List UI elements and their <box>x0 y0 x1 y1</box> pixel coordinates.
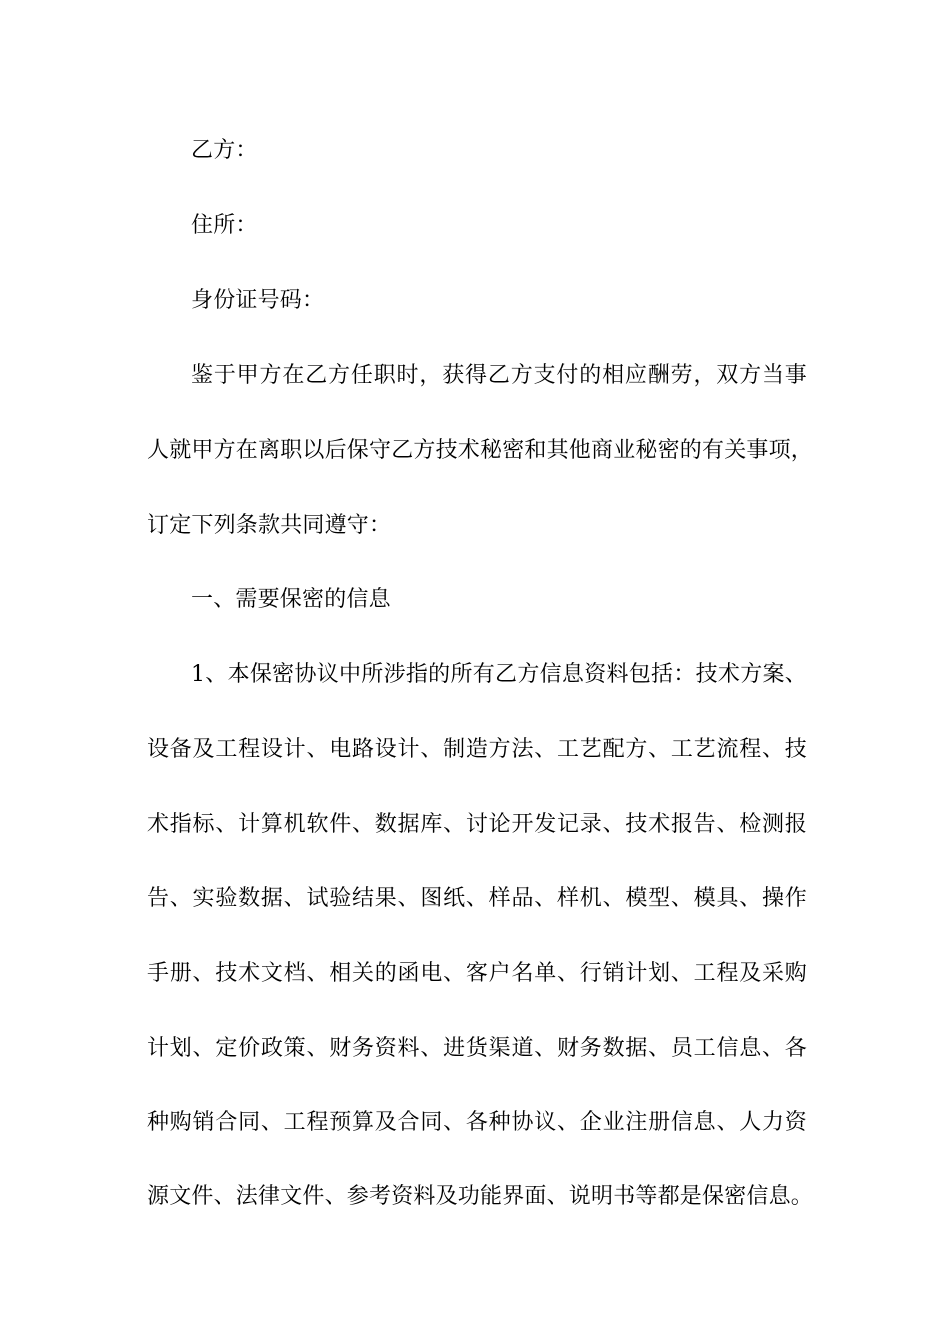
clause-line-5: 手册、技术文档、相关的函电、客户名单、行销计划、工程及采购 <box>147 961 807 986</box>
clause-line-3: 术指标、计算机软件、数据库、讨论开发记录、技术报告、检测报 <box>147 812 807 837</box>
preamble-line-3: 订定下列条款共同遵守： <box>147 513 392 538</box>
clause-line-1: 1、本保密协议中所涉指的所有乙方信息资料包括：技术方案、 <box>191 662 807 687</box>
section-heading: 一、需要保密的信息 <box>191 587 391 612</box>
address-label: 住所： <box>191 213 258 238</box>
clause-line-4: 告、实验数据、试验结果、图纸、样品、样机、模型、模具、操作 <box>147 886 807 911</box>
id-number-label: 身份证号码： <box>191 288 325 313</box>
clause-line-8: 源文件、法律文件、参考资料及功能界面、说明书等都是保密信息。 <box>147 1184 814 1209</box>
clause-line-7: 种购销合同、工程预算及合同、各种协议、企业注册信息、人力资 <box>147 1110 807 1135</box>
party-b-label: 乙方： <box>191 138 258 163</box>
preamble-line-1: 鉴于甲方在乙方任职时，获得乙方支付的相应酬劳，双方当事 <box>191 363 807 388</box>
preamble-line-2: 人就甲方在离职以后保守乙方技术秘密和其他商业秘密的有关事项， <box>147 438 814 463</box>
clause-line-2: 设备及工程设计、电路设计、制造方法、工艺配方、工艺流程、技 <box>147 737 807 762</box>
clause-line-6: 计划、定价政策、财务资料、进货渠道、财务数据、员工信息、各 <box>147 1036 807 1061</box>
